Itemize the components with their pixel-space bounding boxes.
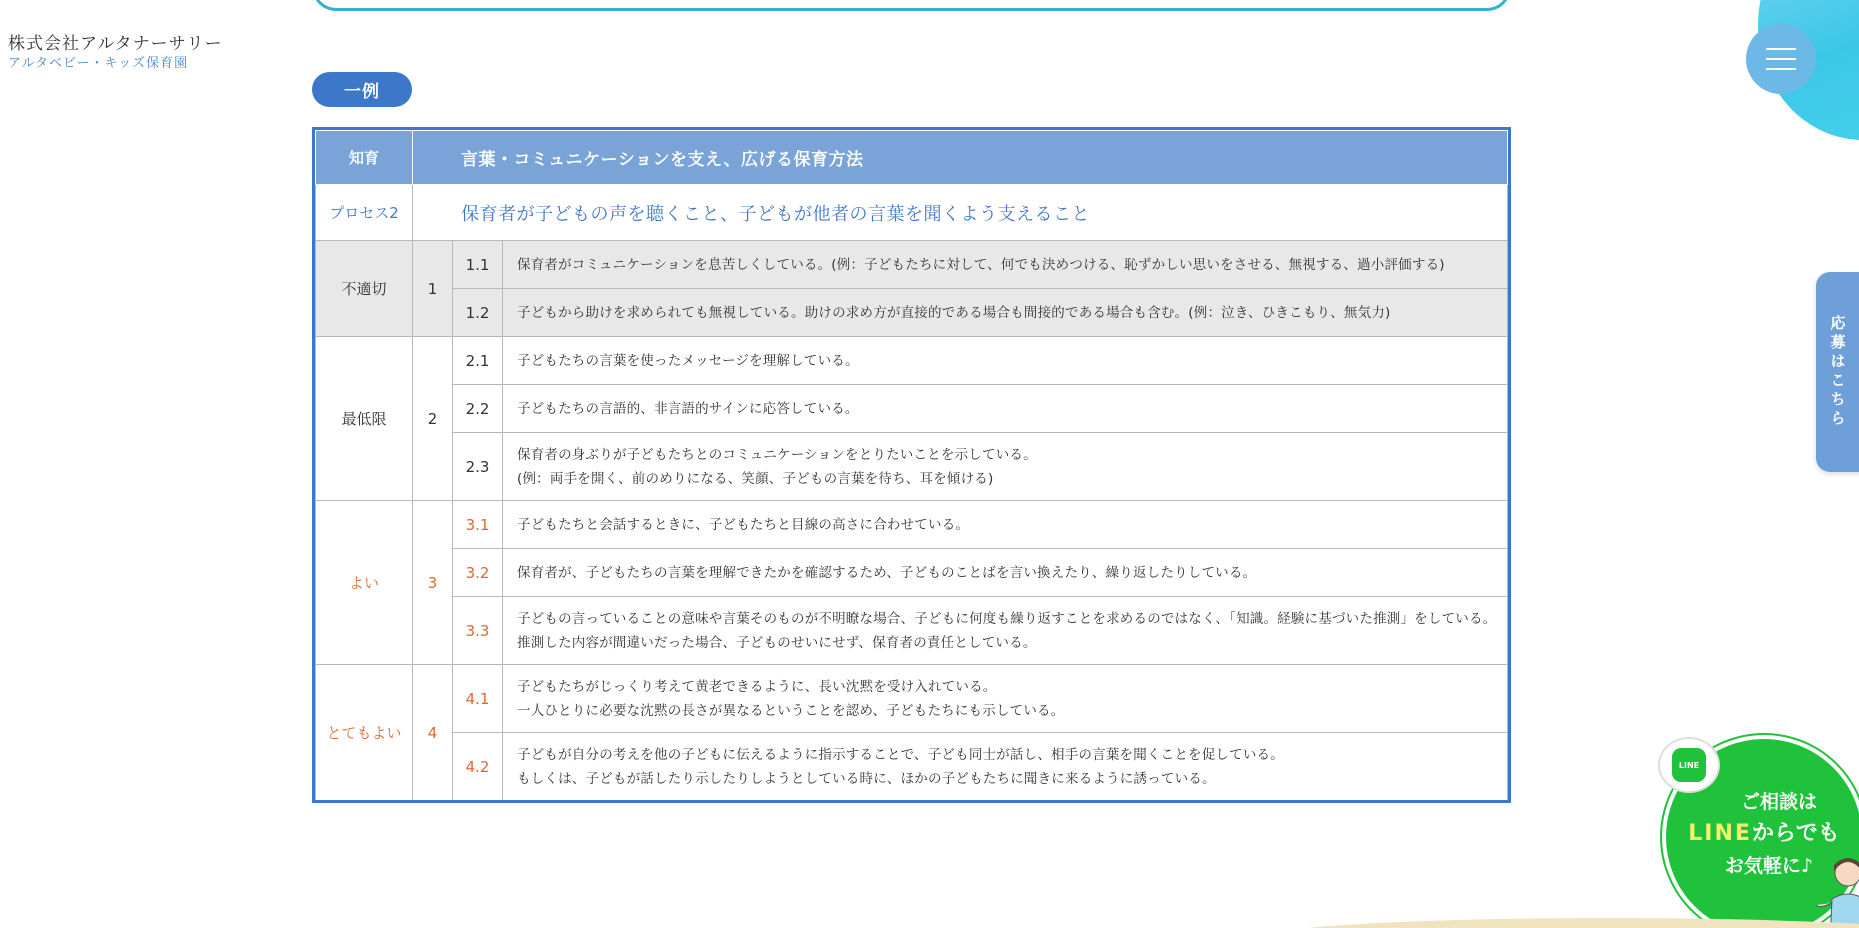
- item-code: 3.3: [453, 597, 503, 665]
- apply-side-tab-label: 応募はこちら: [1828, 315, 1847, 429]
- hamburger-icon: [1766, 48, 1796, 50]
- description-line: もしくは、子どもが話したり示したりしようとしている時に、ほかの子どもたちに聞きに来るように誘っている。: [517, 770, 1216, 787]
- table-row: [316, 241, 1508, 289]
- process-title: 保育者が子どもの声を聴くこと、子どもが他者の言葉を聞くよう支えること: [413, 185, 1508, 241]
- level-label: とてもよい: [316, 665, 413, 801]
- description-line: 子どもの言っていることの意味や言葉そのものが不明瞭な場合、子どもに何度も繰り返すことを求めるのではなく、「知識。経験に基づいた推測」をしている。: [517, 610, 1497, 627]
- description-line: 保育者がコミュニケーションを息苦しくしている。(例：子どもたちに対して、何でも決めつける、恥ずかしい思いをさせる、無視する、過小評価する): [517, 256, 1445, 273]
- level-label: よい: [316, 501, 413, 665]
- description-line: 保育者が、子どもたちの言葉を理解できたかを確認するため、子どものことばを言い換えたり、繰り返したりしている。: [517, 564, 1257, 581]
- item-description: [503, 501, 1508, 549]
- line-icon: LINE: [1672, 748, 1706, 782]
- item-description: [503, 385, 1508, 433]
- level-number: 3: [413, 501, 453, 665]
- item-code: 1.2: [453, 289, 503, 337]
- table-row: [316, 597, 1508, 665]
- description-line: 保育者の身ぶりが子どもたちとのコミュニケーションをとりたいことを示している。: [517, 446, 1037, 463]
- table-row: [316, 665, 1508, 733]
- process-label: プロセス2: [316, 185, 413, 241]
- item-description: [503, 665, 1508, 733]
- description-line: 子どもたちがじっくり考えて黄老できるように、長い沈黙を受け入れている。: [517, 678, 997, 695]
- level-number: 2: [413, 337, 453, 501]
- item-code: 2.3: [453, 433, 503, 501]
- line-bubble: [1658, 737, 1720, 793]
- table-row: [316, 337, 1508, 385]
- item-description: [503, 597, 1508, 665]
- item-code: 1.1: [453, 241, 503, 289]
- item-description: [503, 549, 1508, 597]
- description-line: 子どもから助けを求められても無視している。助けの求め方が直接的である場合も間接的である場合も含む。(例：泣き、ひきこもり、無気力): [517, 304, 1391, 321]
- item-code: 4.2: [453, 733, 503, 801]
- description-line: 子どもたちの言語的、非言語的サインに応答している。: [517, 400, 859, 417]
- item-description: [503, 433, 1508, 501]
- table-row: [316, 501, 1508, 549]
- example-label: 一例: [312, 72, 412, 107]
- level-label: 不適切: [316, 241, 413, 337]
- table-row: [316, 385, 1508, 433]
- table-row: [316, 733, 1508, 801]
- table-header-row: [316, 131, 1508, 185]
- item-code: 3.2: [453, 549, 503, 597]
- header-category: 知育: [316, 131, 413, 185]
- description-line: 推測した内容が間違いだった場合、子どものせいにせず、保育者の責任としている。: [517, 634, 1037, 651]
- item-description: [503, 337, 1508, 385]
- table-row: [316, 289, 1508, 337]
- level-number: 4: [413, 665, 453, 801]
- item-description: [503, 733, 1508, 801]
- item-description: [503, 241, 1508, 289]
- evaluation-table: [312, 127, 1511, 803]
- hamburger-icon-line: [1766, 58, 1796, 60]
- process-row: [316, 185, 1508, 241]
- item-code: 3.1: [453, 501, 503, 549]
- nursery-name: アルタベビー・キッズ保育園: [8, 56, 189, 71]
- line-text-3: お気軽に♪: [1724, 855, 1814, 877]
- item-code: 4.1: [453, 665, 503, 733]
- table-row: [316, 433, 1508, 501]
- level-label: 最低限: [316, 337, 413, 501]
- company-name: 株式会社アルタナーサリー: [8, 34, 223, 54]
- item-code: 2.1: [453, 337, 503, 385]
- table-row: [316, 549, 1508, 597]
- hamburger-menu-button[interactable]: [1746, 24, 1816, 94]
- top-frame-border: [312, 0, 1511, 11]
- item-description: [503, 289, 1508, 337]
- hamburger-icon-line: [1766, 68, 1796, 70]
- bottom-decorative-wave: [1260, 918, 1859, 928]
- item-code: 2.2: [453, 385, 503, 433]
- line-consult-button[interactable]: [1662, 735, 1859, 928]
- line-text-2: [1666, 817, 1859, 851]
- description-line: 子どもたちと会話するときに、子どもたちと目線の高さに合わせている。: [517, 516, 970, 533]
- line-text-highlight: LINE: [1688, 821, 1752, 846]
- description-line: 一人ひとりに必要な沈黙の長さが異なるということを認め、子どもたちにも示している。: [517, 702, 1065, 719]
- brand-logo[interactable]: [8, 33, 223, 73]
- staff-illustration-icon: [1816, 851, 1859, 928]
- header-title: 言葉・コミュニケーションを支え、広げる保育方法: [413, 131, 1508, 185]
- line-text-1: ご相談は: [1740, 791, 1817, 813]
- description-line: 子どもが自分の考えを他の子どもに伝えるように指示することで、子ども同士が話し、相手の言葉を聞くことを促している。: [517, 746, 1284, 763]
- line-text-2-rest: からでも: [1751, 821, 1840, 846]
- apply-side-tab[interactable]: [1816, 272, 1859, 472]
- description-line: (例：両手を開く、前のめりになる、笑顔、子どもの言葉を待ち、耳を傾ける): [517, 470, 994, 487]
- level-number: 1: [413, 241, 453, 337]
- description-line: 子どもたちの言葉を使ったメッセージを理解している。: [517, 352, 859, 369]
